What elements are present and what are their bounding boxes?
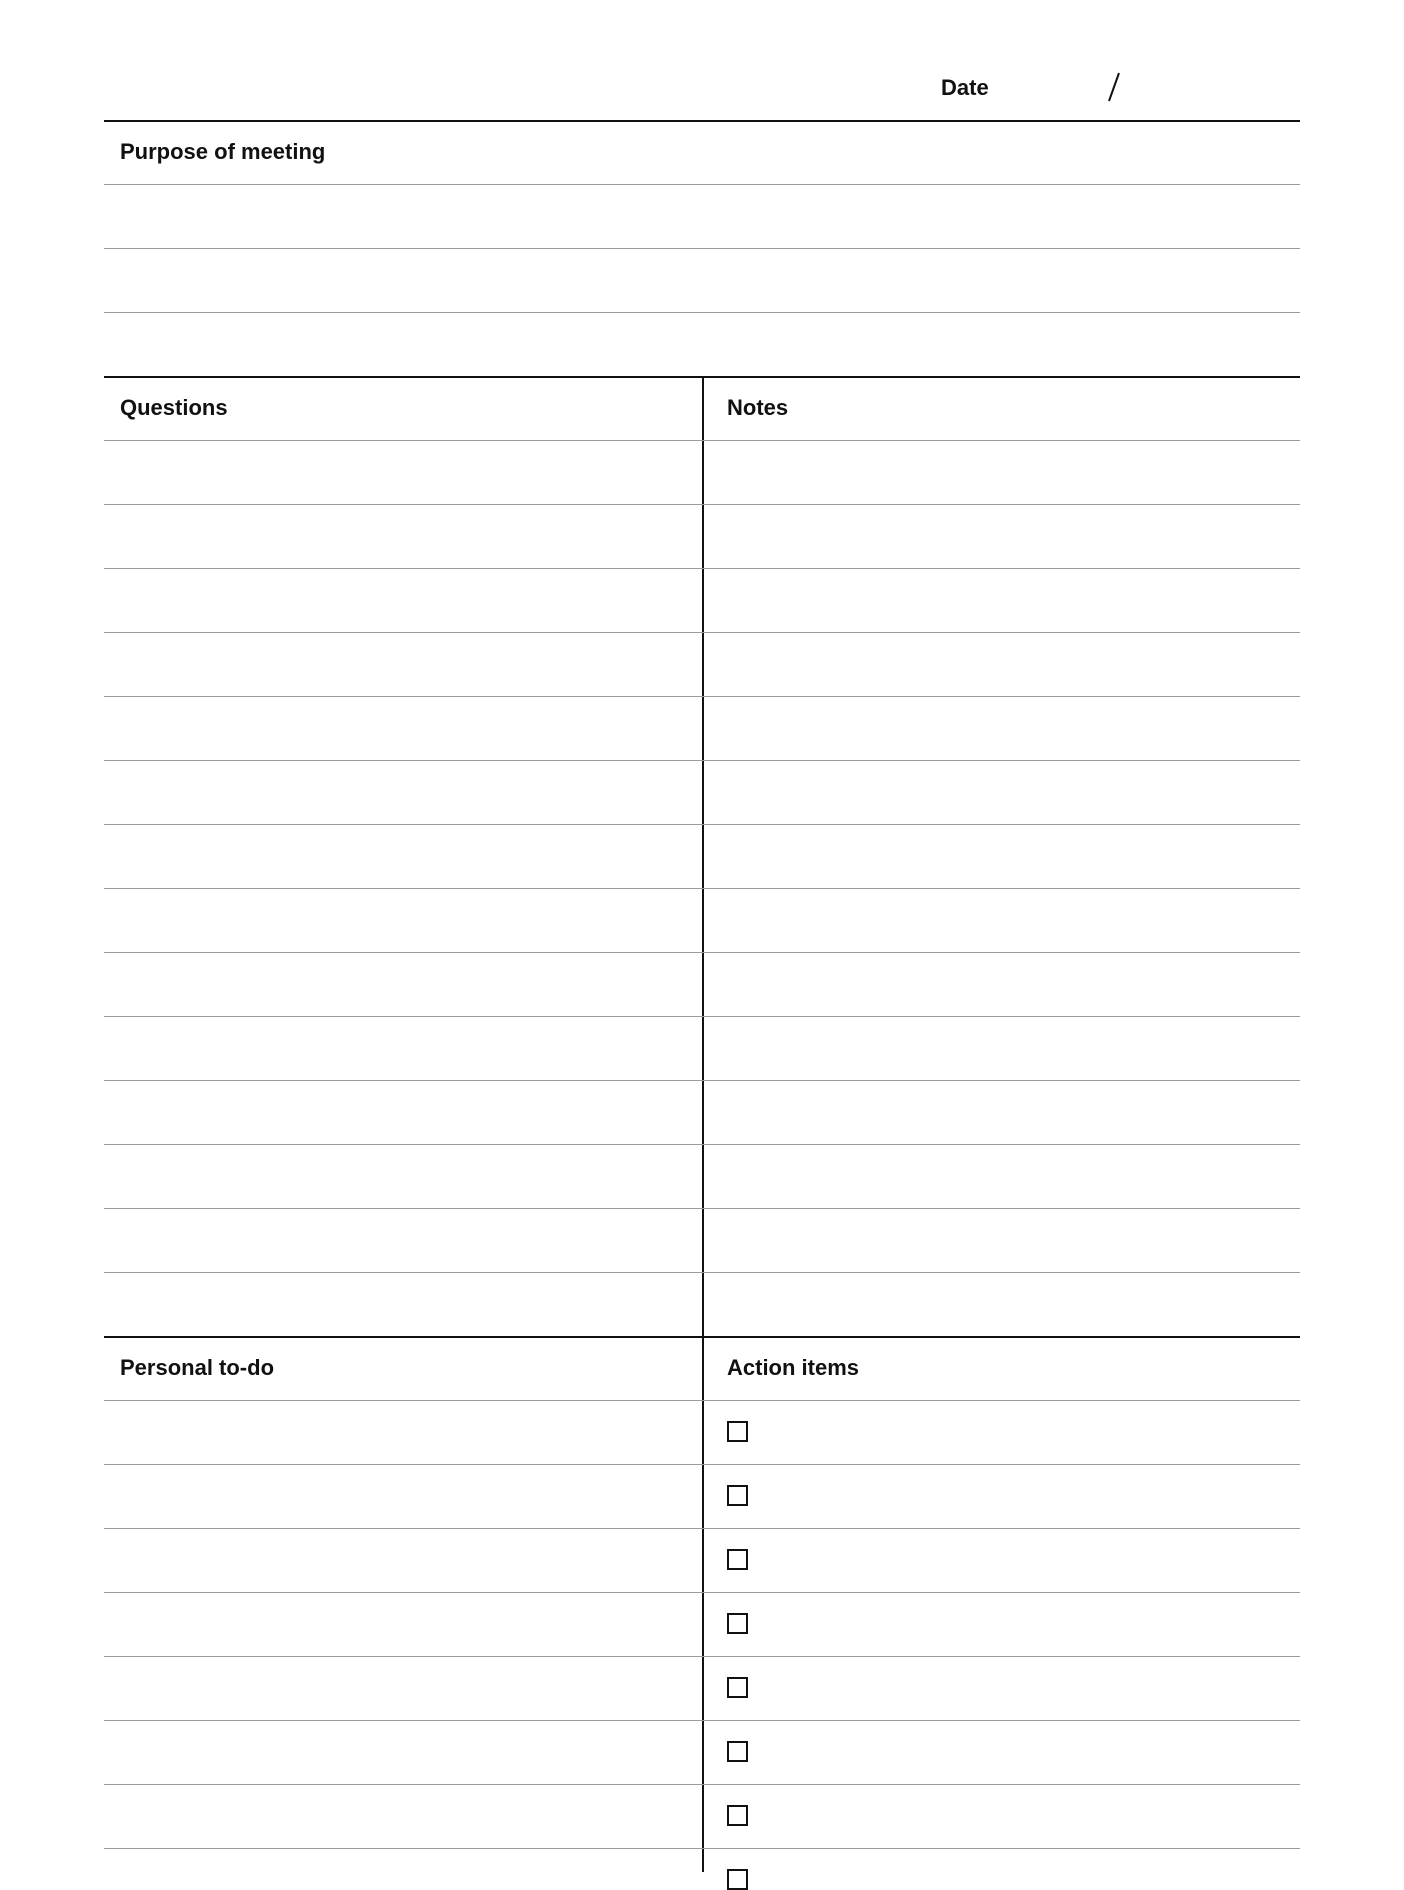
column-divider <box>702 1337 704 1872</box>
ruled-line[interactable] <box>104 1528 1300 1529</box>
checkbox-icon[interactable] <box>727 1677 748 1698</box>
checkbox-icon[interactable] <box>727 1741 748 1762</box>
personal-todo-label: Personal to-do <box>120 1355 275 1380</box>
checkbox-icon[interactable] <box>727 1485 748 1506</box>
ruled-line[interactable] <box>104 1016 1300 1017</box>
questions-label: Questions <box>120 395 228 420</box>
ruled-line[interactable] <box>104 632 1300 633</box>
ruled-line[interactable] <box>104 440 1300 441</box>
ruled-line[interactable] <box>104 1656 1300 1657</box>
checkbox-icon[interactable] <box>727 1869 748 1890</box>
ruled-line[interactable] <box>104 696 1300 697</box>
ruled-line[interactable] <box>104 1400 1300 1401</box>
ruled-line[interactable] <box>104 1784 1300 1785</box>
ruled-line[interactable] <box>104 1464 1300 1465</box>
ruled-line[interactable] <box>104 504 1300 505</box>
checkbox-icon[interactable] <box>727 1613 748 1634</box>
purpose-line[interactable] <box>104 184 1300 185</box>
ruled-line[interactable] <box>104 1720 1300 1721</box>
ruled-line[interactable] <box>104 1272 1300 1273</box>
checkbox-icon[interactable] <box>727 1421 748 1442</box>
ruled-line[interactable] <box>104 1080 1300 1081</box>
ruled-line[interactable] <box>104 760 1300 761</box>
ruled-line[interactable] <box>104 568 1300 569</box>
header-divider <box>104 120 1300 122</box>
ruled-line[interactable] <box>104 888 1300 889</box>
column-divider <box>702 377 704 1337</box>
purpose-line[interactable] <box>104 312 1300 313</box>
checkbox-icon[interactable] <box>727 1549 748 1570</box>
notes-label: Notes <box>727 395 789 420</box>
ruled-line[interactable] <box>104 1592 1300 1593</box>
ruled-line[interactable] <box>104 1208 1300 1209</box>
ruled-line[interactable] <box>104 1144 1300 1145</box>
ruled-line[interactable] <box>104 824 1300 825</box>
purpose-label: Purpose of meeting <box>120 139 326 164</box>
slash-icon <box>1108 72 1120 102</box>
date-label: Date <box>941 75 989 100</box>
checkbox-icon[interactable] <box>727 1805 748 1826</box>
purpose-line[interactable] <box>104 248 1300 249</box>
action-items-label: Action items <box>727 1355 860 1380</box>
ruled-line[interactable] <box>104 952 1300 953</box>
ruled-line[interactable] <box>104 1848 1300 1849</box>
